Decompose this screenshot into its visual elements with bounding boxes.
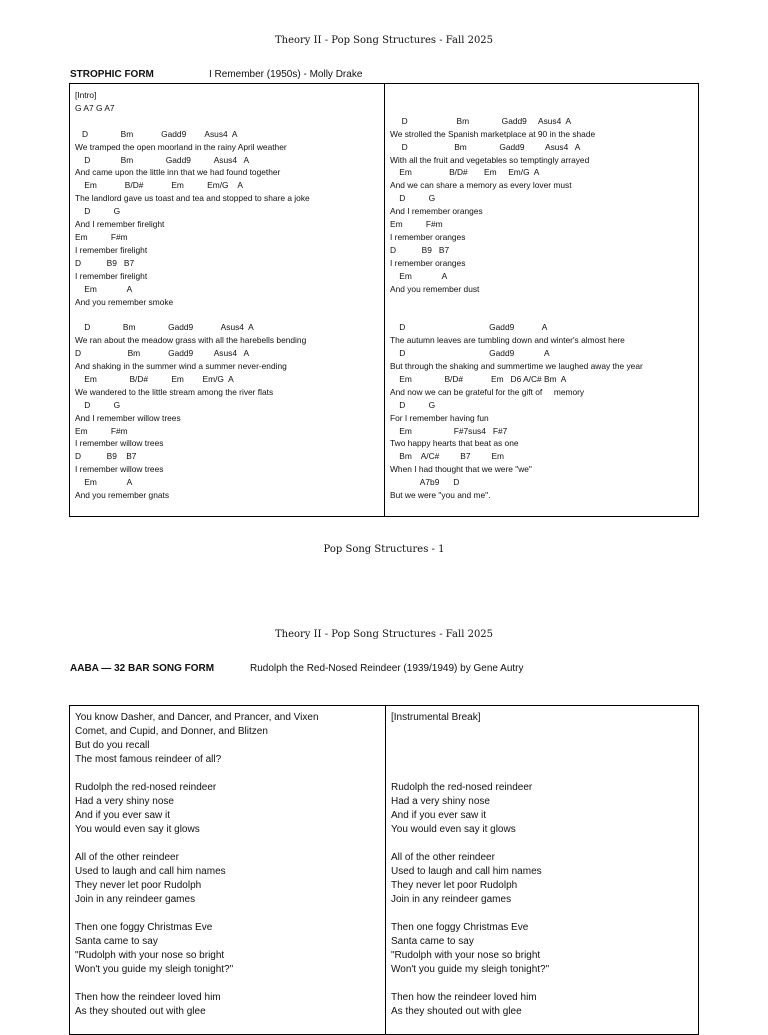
lyric-line: And you remember smoke: [75, 296, 174, 307]
lyric-line: D Gadd9 A: [390, 348, 550, 359]
lyric-line: D Gadd9 A: [390, 322, 548, 333]
lyric-line: And I remember oranges: [390, 206, 483, 217]
lyric-line: I remember firelight: [75, 270, 148, 281]
lyric-line: I remember oranges: [390, 231, 466, 242]
lyric-line: Rudolph the red-nosed reindeer: [75, 782, 217, 793]
lyric-line: Won't you guide my sleigh tonight?": [75, 964, 234, 975]
lyric-line: Em F#7sus4 F#7: [390, 425, 508, 436]
lyric-line: "Rudolph with your nose so bright: [75, 950, 225, 961]
lyric-line: Then how the reindeer loved him: [75, 992, 221, 1003]
lyric-line: D G: [75, 206, 121, 217]
lyric-line: As they shouted out with glee: [75, 1006, 206, 1017]
lyrics-lines: [390, 89, 698, 502]
lyric-line: Comet, and Cupid, and Donner, and Blitzen: [75, 726, 268, 737]
lyric-line: Won't you guide my sleigh tonight?": [391, 964, 550, 975]
lyric-line: D B9 B7: [75, 451, 137, 462]
lyric-line: [75, 308, 384, 321]
lyric-line: D G: [75, 399, 121, 410]
lyric-line: D B9 B7: [75, 257, 135, 268]
lyric-line: "Rudolph with your nose so bright: [391, 950, 541, 961]
lyric-line: Em F#m: [390, 219, 443, 230]
lyric-line: [75, 837, 385, 851]
lyric-line: But do you recall: [75, 740, 150, 751]
lyric-line: Em F#m: [75, 425, 128, 436]
lyric-line: Em A: [75, 477, 133, 488]
page1-header: Theory II - Pop Song Structures - Fall 2025: [274, 35, 494, 46]
lyric-line: [75, 767, 385, 781]
lyrics-table-page1: [69, 83, 699, 517]
lyric-line: [391, 977, 698, 991]
lyric-line: Join in any reindeer games: [391, 894, 512, 905]
lyrics-column-left: [70, 706, 385, 1034]
lyric-line: The landlord gave us toast and tea and stopped to share a joke: [75, 193, 310, 204]
lyric-line: D G: [390, 193, 436, 204]
lyric-line: [391, 753, 698, 767]
lyric-line: Em A: [75, 283, 133, 294]
lyrics-column-right: [384, 84, 698, 516]
lyric-line: D Bm Gadd9 Asus4 A: [75, 128, 238, 139]
lyric-line: You would even say it glows: [75, 824, 200, 835]
lyric-line: Santa came to say: [75, 936, 158, 947]
lyrics-lines: [391, 711, 698, 1019]
lyric-line: Then one foggy Christmas Eve: [391, 922, 529, 933]
lyric-line: [391, 907, 698, 921]
lyric-line: Em B/D# Em D6 A/C# Bm A: [390, 373, 567, 384]
lyric-line: [390, 89, 698, 102]
lyric-line: I remember willow trees: [75, 464, 164, 475]
lyric-line: Then how the reindeer loved him: [391, 992, 537, 1003]
page1-footer: Pop Song Structures - 1: [323, 544, 445, 555]
lyric-line: [391, 767, 698, 781]
page1-section-heading: [70, 69, 710, 83]
lyric-line: D G: [390, 399, 436, 410]
lyric-line: You know Dasher, and Dancer, and Prancer, and Vixen: [75, 712, 319, 723]
lyric-line: But through the shaking and summertime we laughed away the year: [390, 361, 643, 372]
lyric-line: [390, 102, 698, 115]
lyric-line: We tramped the open moorland in the rainy April weather: [75, 141, 287, 152]
lyric-line: [390, 308, 698, 321]
lyric-line: Used to laugh and call him names: [75, 866, 226, 877]
lyric-line: Em A: [390, 270, 448, 281]
lyric-line: The autumn leaves are tumbling down and winter's almost here: [390, 335, 625, 346]
page2-section-heading: [70, 663, 730, 677]
lyric-line: A7b9 D: [390, 477, 460, 488]
lyric-line: Two happy hearts that beat as one: [390, 438, 519, 449]
lyric-line: [391, 725, 698, 739]
lyric-line: Em B/D# Em Em/G A: [390, 167, 540, 178]
lyric-line: We wandered to the little stream among the river flats: [75, 386, 274, 397]
lyric-line: And you remember gnats: [75, 490, 170, 501]
lyric-line: [Instrumental Break]: [391, 712, 481, 723]
lyric-line: I remember firelight: [75, 244, 148, 255]
lyric-line: I remember oranges: [390, 257, 466, 268]
lyric-line: With all the fruit and vegetables so temptingly arrayed: [390, 154, 590, 165]
lyric-line: D Bm Gadd9 Asus4 A: [75, 348, 250, 359]
lyric-line: Em B/D# Em Em/G A: [75, 373, 234, 384]
lyric-line: Bm A/C# B7 Em: [390, 451, 505, 462]
lyric-line: All of the other reindeer: [75, 852, 179, 863]
lyric-line: They never let poor Rudolph: [391, 880, 518, 891]
lyric-line: And I remember willow trees: [75, 412, 181, 423]
lyrics-lines: [75, 89, 384, 502]
lyric-line: And shaking in the summer wind a summer never-ending: [75, 361, 287, 372]
lyric-line: The most famous reindeer of all?: [75, 754, 222, 765]
lyric-line: And now we can be grateful for the gift of memory: [390, 386, 585, 397]
form-label: AABA — 32 BAR SONG FORM: [70, 663, 215, 674]
lyric-line: [Intro]: [75, 90, 97, 100]
lyric-line: As they shouted out with glee: [391, 1006, 522, 1017]
lyric-line: And if you ever saw it: [391, 810, 487, 821]
lyric-line: For I remember having fun: [390, 412, 489, 423]
lyric-line: Santa came to say: [391, 936, 474, 947]
lyric-line: G A7 G A7: [75, 102, 115, 113]
lyrics-column-right: [385, 706, 698, 1034]
lyric-line: I remember willow trees: [75, 438, 164, 449]
form-label: STROPHIC FORM: [70, 69, 154, 80]
lyric-line: But we were "you and me".: [390, 490, 491, 501]
lyric-line: We ran about the meadow grass with all the harebells bending: [75, 335, 307, 346]
lyrics-table-page2: [69, 705, 699, 1035]
lyric-line: And came upon the little inn that we had found together: [75, 167, 281, 178]
song-title: Rudolph the Red-Nosed Reindeer (1939/1949) by Gene Autry: [250, 663, 524, 674]
lyric-line: Then one foggy Christmas Eve: [75, 922, 213, 933]
lyric-line: D B9 B7: [390, 244, 450, 255]
lyric-line: [391, 837, 698, 851]
song-title: I Remember (1950s) - Molly Drake: [209, 69, 363, 80]
lyric-line: D Bm Gadd9 Asus4 A: [390, 115, 572, 126]
lyrics-column-left: [70, 84, 384, 516]
lyric-line: Rudolph the red-nosed reindeer: [391, 782, 533, 793]
lyric-line: We strolled the Spanish marketplace at 90 in the shade: [390, 128, 596, 139]
lyric-line: Em B/D# Em Em/G A: [75, 180, 243, 191]
lyric-line: All of the other reindeer: [391, 852, 495, 863]
lyric-line: And if you ever saw it: [75, 810, 171, 821]
lyric-line: [75, 907, 385, 921]
lyrics-lines: [75, 711, 385, 1019]
lyric-line: [391, 739, 698, 753]
lyric-line: And you remember dust: [390, 283, 480, 294]
lyric-line: Had a very shiny nose: [391, 796, 490, 807]
lyric-line: Used to laugh and call him names: [391, 866, 542, 877]
page2-header: Theory II - Pop Song Structures - Fall 2025: [274, 629, 494, 640]
lyric-line: D Bm Gadd9 Asus4 A: [390, 141, 581, 152]
lyric-line: [390, 296, 698, 309]
lyric-line: D Bm Gadd9 Asus4 A: [75, 154, 250, 165]
lyric-line: And we can share a memory as every lover must: [390, 180, 572, 191]
lyric-line: D Bm Gadd9 Asus4 A: [75, 322, 254, 333]
lyric-line: Em F#m: [75, 231, 128, 242]
lyric-line: And I remember firelight: [75, 219, 165, 230]
lyric-line: Join in any reindeer games: [75, 894, 196, 905]
lyric-line: Had a very shiny nose: [75, 796, 174, 807]
lyric-line: [75, 977, 385, 991]
lyric-line: [75, 115, 384, 128]
lyric-line: You would even say it glows: [391, 824, 516, 835]
lyric-line: They never let poor Rudolph: [75, 880, 202, 891]
lyric-line: When I had thought that we were "we": [390, 464, 532, 475]
